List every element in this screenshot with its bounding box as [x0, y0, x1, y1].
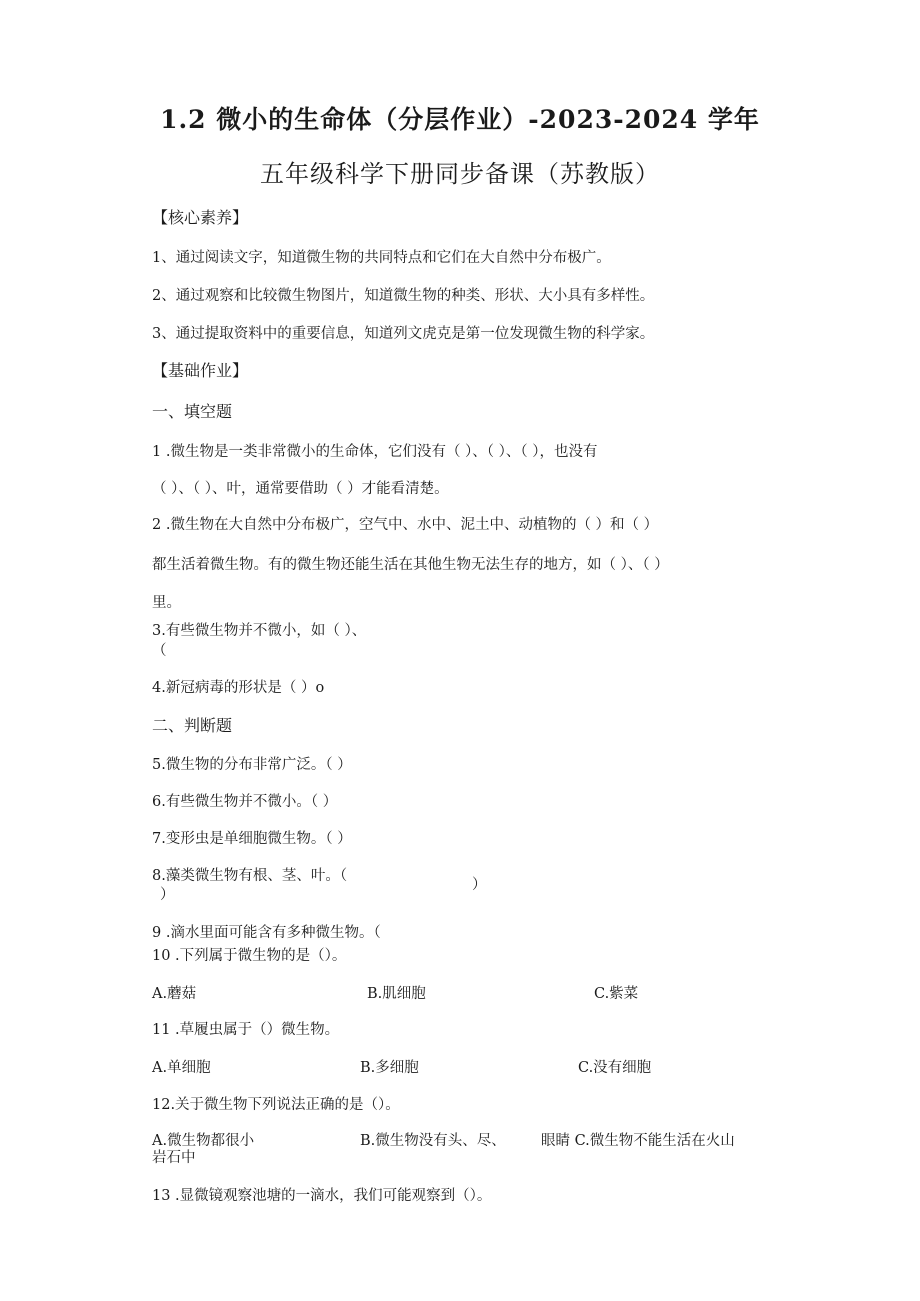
- question-11-option-b: B.多细胞: [360, 1060, 419, 1076]
- question-5: 5.微生物的分布非常广泛。（ ）: [152, 757, 352, 773]
- question-13: 13 .显微镜观察池塘的一滴水，我们可能观察到（）。: [152, 1188, 492, 1204]
- question-12-option-a: A.微生物都很小: [152, 1133, 255, 1149]
- part2-heading: 二、判断题: [152, 716, 233, 735]
- core-item-1: 1、通过阅读文字，知道微生物的共同特点和它们在大自然中分布极广。: [152, 250, 611, 266]
- question-11-option-a: A.单细胞: [152, 1060, 211, 1076]
- question-11-option-c: C.没有细胞: [578, 1060, 652, 1076]
- part1-heading: 一、填空题: [152, 402, 233, 421]
- question-10: 10 .下列属于微生物的是（）。: [152, 948, 347, 964]
- question-2-line-2: 都生活着微生物。有的微生物还能生活在其他生物无法生存的地方，如（ ）、（ ）: [152, 557, 669, 573]
- question-8-line-2: ）: [160, 887, 175, 903]
- core-item-3: 3、通过提取资料中的重要信息，知道列文虎克是第一位发现微生物的科学家。: [152, 326, 655, 342]
- page-subtitle: 五年级科学下册同步备课（苏教版）: [260, 160, 660, 188]
- question-1-line-2: （ ）、（ ）、叶，通常要借助（ ）才能看清楚。: [152, 481, 449, 497]
- question-12: 12.关于微生物下列说法正确的是（）。: [152, 1097, 400, 1113]
- question-8-paren: ）: [472, 877, 487, 893]
- question-4: 4.新冠病毒的形状是（ ）o: [152, 680, 325, 696]
- core-item-2: 2、通过观察和比较微生物图片，知道微生物的种类、形状、大小具有多样性。: [152, 288, 655, 304]
- question-12-option-b: B.微生物没有头、尽、: [360, 1133, 506, 1149]
- question-7: 7.变形虫是单细胞微生物。（ ）: [152, 831, 352, 847]
- question-10-option-c: C.紫菜: [594, 986, 639, 1002]
- page-title: 1.2 微小的生命体（分层作业）-2023-2024 学年: [160, 105, 760, 134]
- section-core-heading: 【核心素养】: [152, 208, 249, 227]
- question-2-line-1: 2 .微生物在大自然中分布极广，空气中、水中、泥土中、动植物的（ ）和（ ）: [152, 517, 659, 533]
- question-3-line-1: 3.有些微生物并不微小，如（ ）、: [152, 623, 367, 639]
- question-2-line-3: 里。: [152, 595, 181, 611]
- question-6: 6.有些微生物并不微小。（ ）: [152, 794, 338, 810]
- question-8-line-1: 8.藻类微生物有根、茎、叶。（: [152, 868, 348, 884]
- question-10-option-a: A.蘑菇: [152, 986, 197, 1002]
- question-3-line-2: （: [152, 643, 167, 659]
- question-12-option-c-cont: 岩石中: [152, 1150, 196, 1166]
- question-1-line-1: 1 .微生物是一类非常微小的生命体，它们没有（ ）、（ ）、（ ），也没有: [152, 444, 598, 460]
- question-10-option-b: B.肌细胞: [367, 986, 426, 1002]
- question-12-option-c: 眼睛 C.微生物不能生活在火山: [541, 1133, 735, 1149]
- question-11: 11 .草履虫属于（）微生物。: [152, 1022, 340, 1038]
- section-basic-heading: 【基础作业】: [152, 361, 249, 380]
- question-9-cut: 9 .滴水里面可能含有多种微生物。（: [152, 925, 381, 941]
